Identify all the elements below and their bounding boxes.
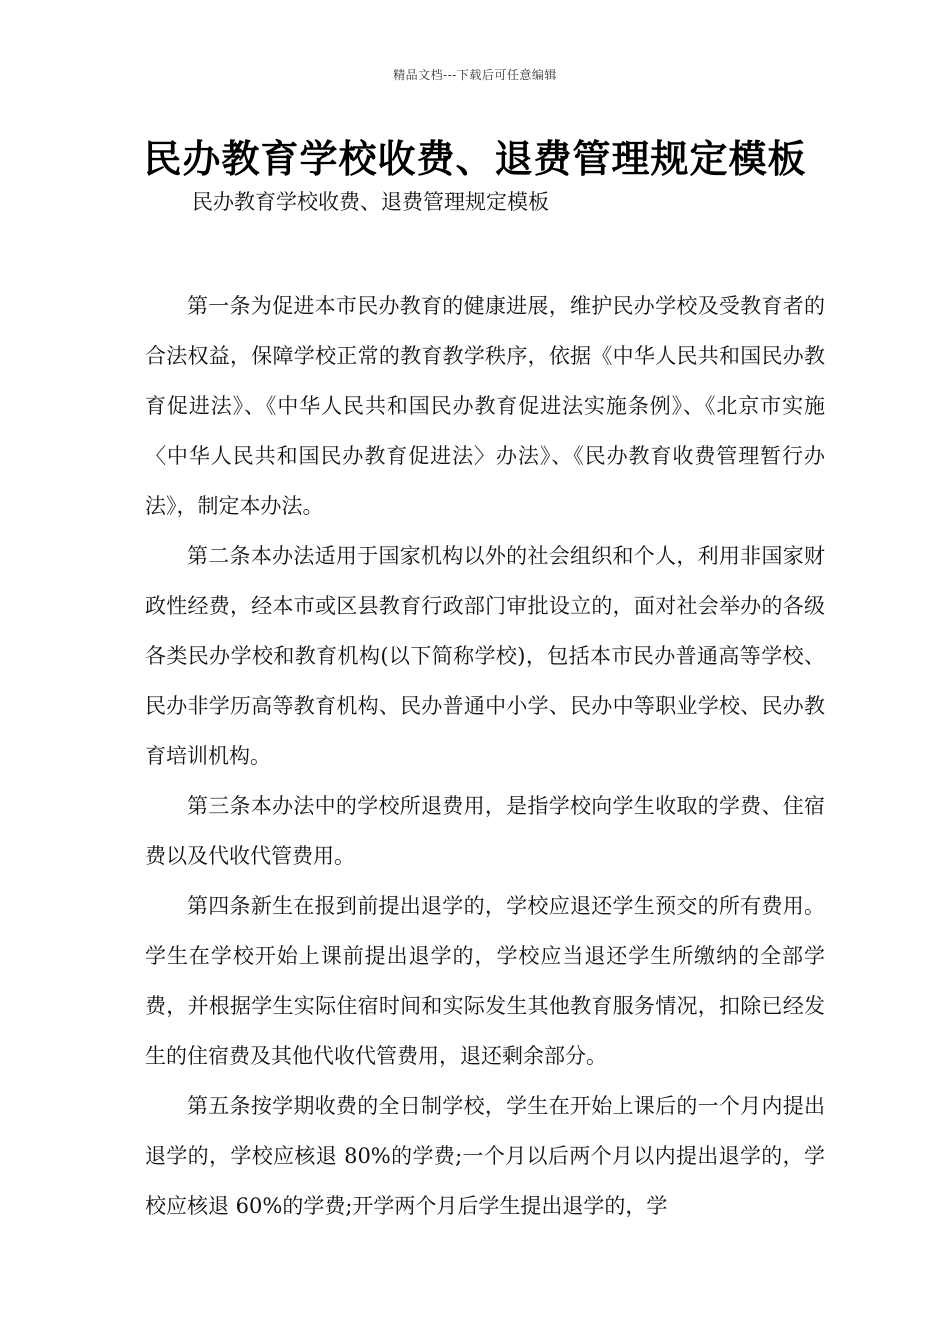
document-subtitle: 民办教育学校收费、退费管理规定模板: [192, 190, 549, 214]
paragraph-article-1: 第一条为促进本市民办教育的健康进展，维护民办学校及受教育者的合法权益，保障学校正常的教育教学秩序，依据《中华人民共和国民办教育促进法》、《中华人民共和国民办教育促进法实施条例》、《北京市实施〈中华人民共和国民办教育促进法〉办法》、《民办教育收费管理暂行办法》，制定本办法。: [145, 294, 825, 518]
header-note: 精品文档---下载后可任意编辑: [393, 68, 557, 82]
paragraph-article-5: 第五条按学期收费的全日制学校，学生在开始上课后的一个月内提出退学的，学校应核退 80%的学费;一个月以后两个月以内提出退学的，学校应核退 60%的学费;开学两个月后学生提出退学的，学: [145, 1094, 825, 1218]
document-title: 民办教育学校收费、退费管理规定模板: [143, 137, 807, 181]
document-body: [145, 281, 825, 1231]
paragraph-article-4: 第四条新生在报到前提出退学的，学校应退还学生预交的所有费用。学生在学校开始上课前提出退学的，学校应当退还学生所缴纳的全部学费，并根据学生实际住宿时间和实际发生其他教育服务情况，扣除已经发生的住宿费及其他代收代管费用，退还剩余部分。: [145, 894, 825, 1068]
paragraph-article-3: 第三条本办法中的学校所退费用，是指学校向学生收取的学费、住宿费以及代收代管费用。: [145, 794, 825, 868]
paragraph-article-2: 第二条本办法适用于国家机构以外的社会组织和个人，利用非国家财政性经费，经本市或区县教育行政部门审批设立的，面对社会举办的各级各类民办学校和教育机构(以下简称学校)，包括本市民办普通高等学校、民办非学历高等教育机构、民办普通中小学、民办中等职业学校、民办教育培训机构。: [145, 544, 825, 768]
